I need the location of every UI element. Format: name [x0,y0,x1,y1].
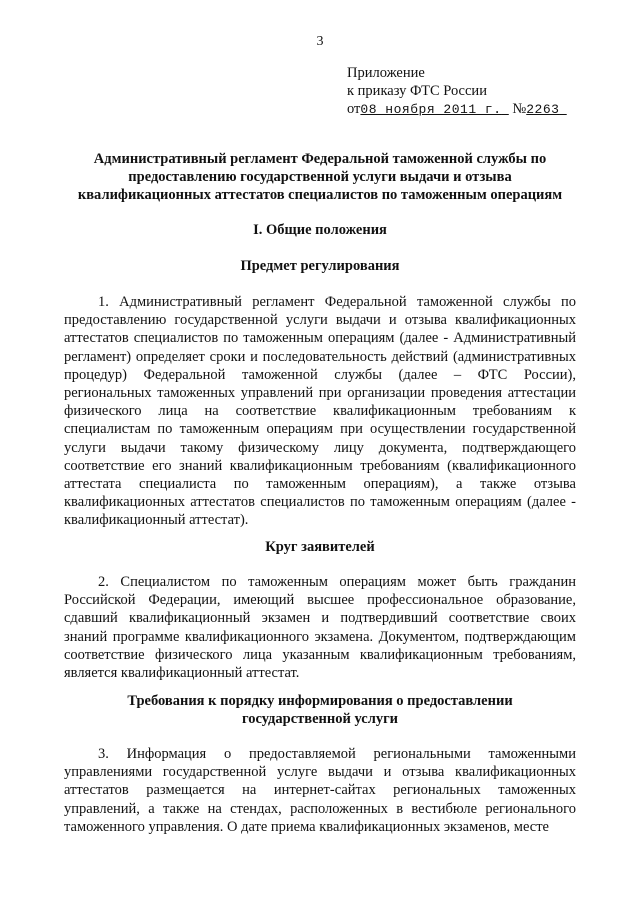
paragraph-1: 1. Административный регламент Федеральной таможенной службы по предоставлению государственной услуги выдачи и отзыва квалификационных аттестатов специалистов по таможенным операциям (далее - Административный регламент) определяет сроки и последовательность действий (административных процедур) Федеральной таможенной службы (далее – ФТС России), региональных таможенных управлений при организации проведения аттестации физического лица на соответствие квалификационным требованиям к специалистам по таможенным операциям при осуществлении государственной услуги выдачи такому физическому лицу документа, подтверждающего соответствие его знаний квалификационным требованиям (квалификационного аттестата специалиста по таможенным операциям), а также отзыва квалификационных аттестатов специалистов по таможенным операциям (далее - квалификационный аттестат). [64,294,576,529]
order-date: 08 ноября 2011 г. [360,102,502,117]
subheading-regulation-subject: Предмет регулирования [240,258,400,274]
subheading-information-requirements [64,692,576,728]
page-number: 3 [316,34,324,49]
document-title [64,150,576,204]
appendix-block [347,64,567,119]
appendix-date-line [347,100,567,119]
paragraph-3: 3. Информация о предоставляемой региональными таможенными управлениями государственной услуге выдачи и отзыва квалификационных аттестатов размещается на интернет-сайтах региональных таможенных управлений, а также на стендах, расположенных в вестибюле регионального таможенного управления. О дате приема квалификационных экзаменов, месте [64,746,576,835]
order-number-tail [559,101,566,117]
subheading-3-line-2: государственной услуги [241,711,399,727]
number-prefix: № [512,101,527,117]
appendix-order-ref: к приказу ФТС России [347,83,487,99]
subheading-applicants: Круг заявителей [265,539,375,555]
date-prefix: от [347,101,361,117]
order-number-gap [502,101,509,117]
title-line-1: Административный регламент Федеральной таможенной службы по [93,151,547,167]
order-number: 2263 [526,102,560,117]
appendix-label: Приложение [347,65,425,81]
section-heading: I. Общие положения [253,222,387,238]
paragraph-2: 2. Специалистом по таможенным операциям может быть гражданин Российской Федерации, имеющий высшее профессиональное образование, сдавший квалификационный экзамен и подтвердивший соответствие своих знаний программе квалификационного экзамена. Документом, подтверждающим соответствие физического лица указанным квалификационным требованиям, является квалификационный аттестат. [64,574,576,682]
title-line-3: квалификационных аттестатов специалистов по таможенным операциям [77,187,563,203]
subheading-3-line-1: Требования к порядку информирования о предоставлении [127,693,513,709]
title-line-2: предоставлению государственной услуги выдачи и отзыва [128,169,512,185]
